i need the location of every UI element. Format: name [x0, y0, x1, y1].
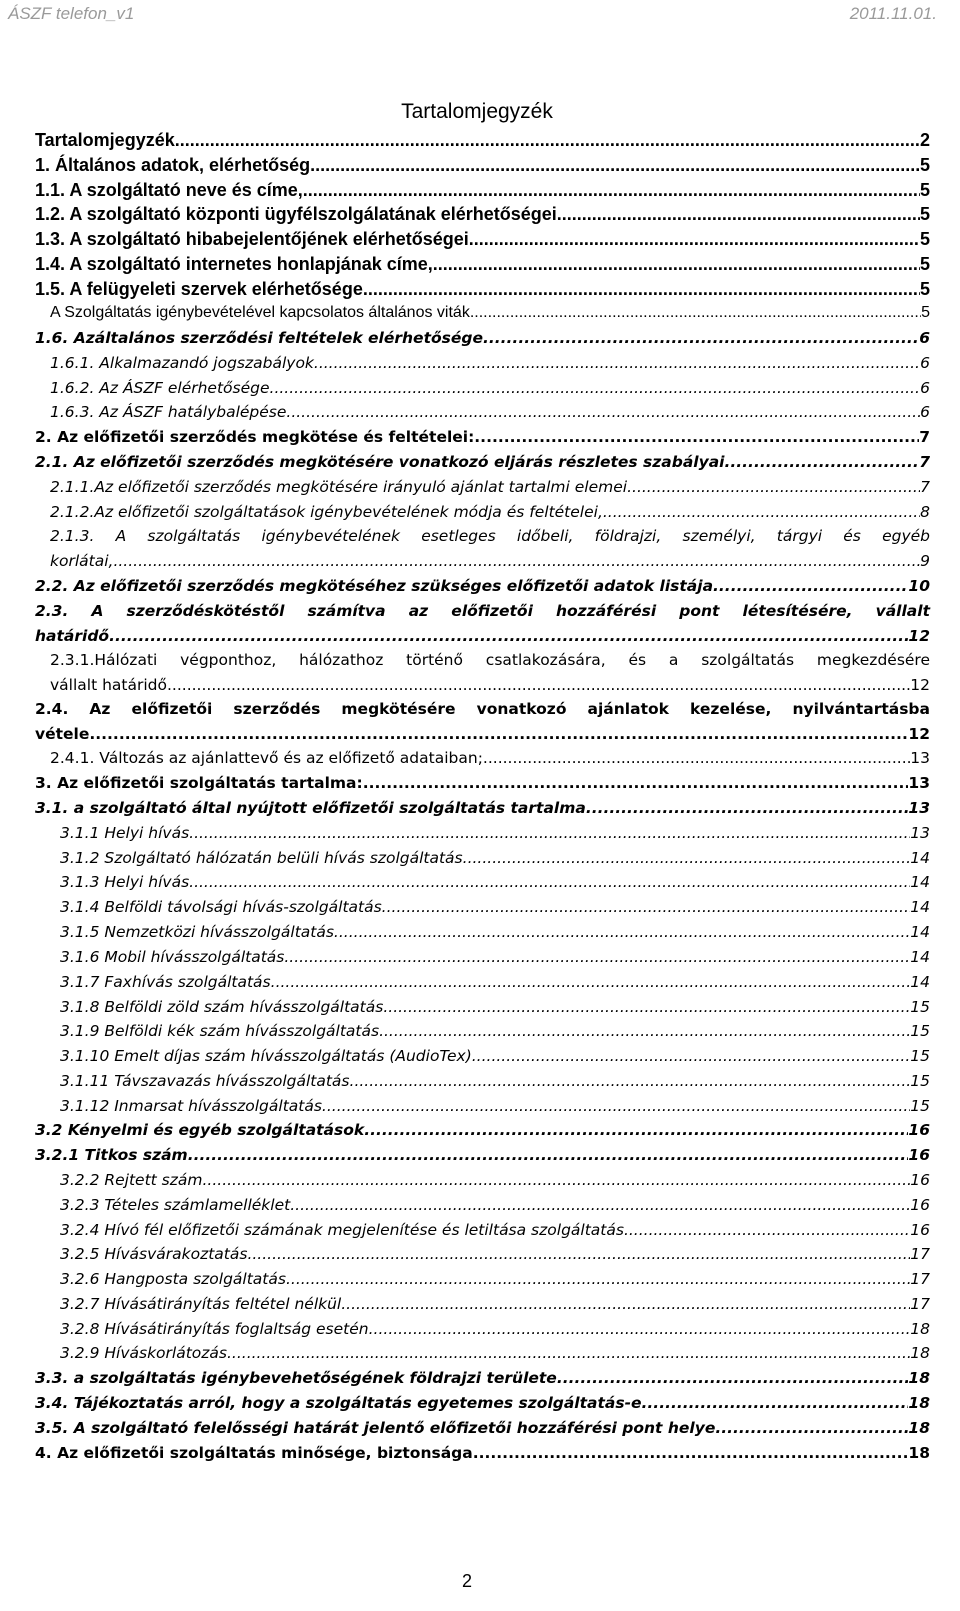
toc-entry-title: 3.1.12 Inmarsat hívásszolgáltatás.	[60, 1097, 327, 1115]
dot-leader	[295, 1193, 910, 1218]
toc-entry[interactable]	[35, 574, 930, 599]
dot-leader	[247, 1242, 910, 1267]
toc-entry[interactable]	[35, 1416, 930, 1441]
toc-entry-title: 3.2.8 Hívásátirányítás foglaltság esetén	[60, 1320, 369, 1338]
toc-entry-page: 5	[919, 254, 930, 274]
toc-entry[interactable]	[35, 1441, 930, 1466]
toc-entry-title: 3.1. a szolgáltató által nyújtott előfizetői szolgáltatás tartalma	[35, 799, 586, 817]
toc-entry-page: 15	[910, 998, 930, 1016]
dot-leader	[354, 1069, 910, 1094]
toc-entry[interactable]	[35, 153, 930, 178]
dot-leader	[291, 1267, 910, 1292]
toc-entry[interactable]	[35, 128, 930, 153]
dot-leader	[624, 1218, 910, 1243]
toc-entry-title: 3. Az előfizetői szolgáltatás tartalma:	[35, 774, 363, 792]
toc-entry-title: 3.1.7 Faxhívás szolgáltatás.	[60, 973, 276, 991]
dot-leader	[364, 1118, 908, 1143]
toc-entry-page: 6	[919, 329, 930, 347]
toc-entry[interactable]	[35, 1391, 930, 1416]
toc-entry[interactable]	[35, 400, 930, 425]
toc-entry-title: 3.2.6 Hangposta szolgáltatás.	[60, 1270, 291, 1288]
toc-entry[interactable]	[35, 796, 930, 821]
toc-entry-page: 14	[910, 948, 930, 966]
toc-entry-title: határidő	[35, 626, 110, 645]
dot-leader	[483, 326, 919, 351]
dot-leader	[327, 1094, 910, 1119]
toc-entry-page: 15	[910, 1047, 930, 1065]
toc-entry[interactable]	[35, 1044, 930, 1069]
toc-entry-title: vállalt határidő	[50, 675, 167, 694]
dot-leader	[557, 1366, 909, 1391]
toc-entry[interactable]	[35, 376, 930, 401]
toc-entry[interactable]	[35, 1118, 930, 1143]
toc-entry[interactable]	[35, 1341, 930, 1366]
toc-entry[interactable]	[35, 1218, 930, 1243]
dot-leader	[387, 895, 911, 920]
toc-entry[interactable]	[35, 500, 930, 525]
toc-entry-page: 16	[910, 1196, 930, 1214]
dot-leader	[202, 1168, 910, 1193]
toc-entry[interactable]	[35, 277, 930, 302]
dot-leader	[341, 1292, 910, 1317]
toc-entry-title: 3.2.5 Hívásvárakoztatás	[60, 1245, 248, 1263]
toc-entry-page: 12	[910, 675, 930, 694]
toc-entry-page: 13	[908, 799, 930, 817]
toc-entry-page: 14	[910, 923, 930, 941]
toc-entry-page: 5	[919, 204, 930, 224]
dot-leader	[725, 450, 920, 475]
toc-entry-title: vétele	[35, 724, 90, 743]
toc-entry-page: 5	[921, 304, 930, 321]
toc-entry[interactable]	[35, 1292, 930, 1317]
toc-entry-title: 2.1.1.Az előfizetői szerződés megkötésére irányuló ajánlat tartalmi elemei	[50, 478, 628, 496]
toc-entry-title: 2.1.2.Az előfizetői szolgáltatások igénybevételének módja és feltételei,	[50, 503, 603, 521]
toc-entry-page: 12	[908, 626, 930, 645]
dot-leader	[89, 722, 908, 747]
dot-leader	[383, 995, 910, 1020]
toc-entry-title: 3.1.10 Emelt díjas szám hívásszolgáltatás (AudioTex)	[60, 1047, 472, 1065]
toc-entry-text-line1: 2.1.3. A szolgáltatás igénybevételének esetleges időbeli, földrajzi, személyi, tárgyi és egyéb	[50, 527, 930, 545]
toc-entry-title: 3.2 Kényelmi és egyéb szolgáltatások	[35, 1121, 365, 1139]
toc-entry-title: 3.1.9 Belföldi kék szám hívásszolgáltatás	[60, 1022, 380, 1040]
dot-leader	[303, 178, 920, 203]
toc-entry-page: 13	[910, 749, 930, 767]
dot-leader	[310, 153, 920, 178]
dot-leader	[713, 574, 908, 599]
dot-leader	[276, 970, 911, 995]
toc-entry[interactable]	[35, 771, 930, 796]
toc-entry[interactable]	[35, 1242, 930, 1267]
dot-leader	[167, 673, 910, 698]
toc-entry-title: 3.4. Tájékoztatás arról, hogy a szolgáltatás egyetemes szolgáltatás-e.	[35, 1394, 648, 1412]
toc-entry-page: 7	[919, 428, 930, 446]
toc-entry-page: 6	[920, 354, 930, 372]
dot-leader	[113, 549, 920, 574]
toc-entry-page: 14	[910, 973, 930, 991]
toc-entry-page: 15	[910, 1072, 930, 1090]
toc-entry-title: 2.1. Az előfizetői szerződés megkötésére vonatkozó eljárás részletes szabályai	[35, 453, 725, 471]
dot-leader	[603, 500, 920, 525]
dot-leader	[194, 821, 910, 846]
toc-entry-title: 2.4.1. Változás az ajánlattevő és az előfizető adataiban;	[50, 749, 483, 767]
toc-entry-page: 17	[910, 1295, 930, 1313]
toc-entry-page: 6	[920, 379, 930, 397]
dot-leader	[369, 1317, 911, 1342]
toc-entry[interactable]	[35, 1267, 930, 1292]
dot-leader	[339, 920, 910, 945]
toc-entry[interactable]	[35, 1168, 930, 1193]
toc-entry[interactable]	[35, 450, 930, 475]
toc-entry-page: 14	[910, 849, 930, 867]
toc-entry-page: 5	[919, 180, 930, 200]
toc-entry[interactable]	[35, 351, 930, 376]
toc-entry-page: 6	[920, 403, 930, 421]
toc-entry-page: 12	[908, 724, 930, 743]
dot-leader	[314, 351, 920, 376]
toc-entry-title: 1.1. A szolgáltató neve és címe,	[35, 180, 303, 200]
dot-leader	[286, 400, 920, 425]
header-date: 2011.11.01.	[849, 4, 937, 23]
toc-entry-page: 5	[919, 229, 930, 249]
toc-entry-page: 14	[910, 873, 930, 891]
toc-entry-title: 1.6.1. Alkalmazandó jogszabályok	[50, 354, 314, 372]
toc-entry[interactable]	[35, 1143, 930, 1168]
toc-entry-title: 3.1.8 Belföldi zöld szám hívásszolgáltatás	[60, 998, 384, 1016]
toc-entry-title: 3.1.11 Távszavazás hívásszolgáltatás.	[60, 1072, 355, 1090]
toc-entry-page: 18	[908, 1369, 930, 1387]
dot-leader	[194, 870, 910, 895]
toc-entry-title: 3.1.4 Belföldi távolsági hívás-szolgáltatás.	[60, 898, 387, 916]
page-number: 2	[461, 1571, 472, 1591]
toc-entry-title: 1.2. A szolgáltató központi ügyfélszolgálatának elérhetőségei	[35, 204, 557, 224]
dot-leader	[468, 846, 911, 871]
toc-entry[interactable]	[35, 920, 930, 945]
toc-entry-title: korlátai,	[50, 551, 114, 570]
toc-entry[interactable]	[35, 1019, 930, 1044]
toc-entry-page: 18	[910, 1344, 930, 1362]
dot-leader	[647, 1391, 908, 1416]
toc-entry-text-line1: 2.3. A szerződéskötéstől számítva az előfizetői hozzáférési pont létesítésére, vállalt	[35, 602, 930, 620]
dot-leader	[433, 252, 920, 277]
dot-leader	[474, 425, 919, 450]
toc-entry[interactable]	[35, 697, 930, 747]
toc-entry[interactable]	[35, 970, 930, 995]
toc-entry[interactable]	[35, 1069, 930, 1094]
dot-leader	[232, 1341, 910, 1366]
toc-entry[interactable]	[35, 648, 930, 698]
toc-entry[interactable]	[35, 227, 930, 252]
toc-entry-page: 16	[908, 1146, 930, 1164]
toc-entry-page: 13	[910, 824, 930, 842]
toc-entry-title: 3.2.3 Tételes számlamelléklet.	[60, 1196, 296, 1214]
toc-entry-title: 3.5. A szolgáltató felelősségi határát jelentő előfizetői hozzáférési pont helye	[35, 1419, 716, 1437]
toc-entry[interactable]	[35, 846, 930, 871]
toc-entry-page: 15	[910, 1022, 930, 1040]
toc-entry-title: 3.2.7 Hívásátirányítás feltétel nélkül	[60, 1295, 342, 1313]
dot-leader	[109, 624, 908, 649]
toc-entry-page: 16	[908, 1121, 930, 1139]
toc-entry-title: 4. Az előfizetői szolgáltatás minősége, biztonsága	[35, 1444, 473, 1462]
dot-leader	[284, 945, 910, 970]
toc-entry-page: 16	[910, 1221, 930, 1239]
toc-entry-page: 5	[919, 279, 930, 299]
dot-leader	[363, 771, 909, 796]
toc-entry[interactable]	[35, 425, 930, 450]
toc-entry-title: 1.5. A felügyeleti szervek elérhetősége	[35, 279, 363, 299]
dot-leader	[363, 277, 920, 302]
toc-entry[interactable]	[35, 252, 930, 277]
toc-entry[interactable]	[35, 746, 930, 771]
dot-leader	[557, 202, 920, 227]
toc-entry[interactable]	[35, 995, 930, 1020]
toc-entry-title: 1. Általános adatok, elérhetőség	[35, 155, 311, 175]
toc-entry-page: 15	[910, 1097, 930, 1115]
toc-entry[interactable]	[35, 945, 930, 970]
toc-entry-title: 3.3. a szolgáltatás igénybevehetőségének földrajzi területe	[35, 1369, 557, 1387]
dot-leader	[586, 796, 909, 821]
toc-entry[interactable]	[35, 202, 930, 227]
toc-entry-page: 17	[910, 1270, 930, 1288]
toc-entry[interactable]	[35, 895, 930, 920]
toc-entry-title: 3.1.2 Szolgáltató hálózatán belüli hívás szolgáltatás.	[60, 849, 468, 867]
dot-leader	[473, 1441, 909, 1466]
toc-entry-text-line1: 2.3.1.Hálózati végponthoz, hálózathoz történő csatlakozására, és a szolgáltatás megkezdésére	[50, 651, 930, 669]
toc-entry[interactable]	[35, 599, 930, 649]
toc-entry-page: 14	[910, 898, 930, 916]
toc-entry-title: 3.1.5 Nemzetközi hívásszolgáltatás.	[60, 923, 339, 941]
toc-entry-page: 18	[908, 1444, 930, 1462]
toc-entry-title: 2.2. Az előfizetői szerződés megkötéséhez szükséges előfizetői adatok listája	[35, 577, 714, 595]
toc-entry-title: 3.2.4 Hívó fél előfizetői számának megjelenítése és letiltása szolgáltatás	[60, 1221, 624, 1239]
toc-entry[interactable]	[35, 178, 930, 203]
header-left-text: ÁSZF telefon_v1	[8, 4, 135, 23]
toc-entry[interactable]	[35, 1094, 930, 1119]
dot-leader	[470, 301, 921, 326]
dot-leader	[469, 227, 920, 252]
toc-entry[interactable]	[35, 1193, 930, 1218]
toc-entry[interactable]	[35, 326, 930, 351]
toc-entry-title: 3.1.3 Helyi hívás.	[60, 873, 195, 891]
toc-entry-page: 7	[919, 453, 930, 471]
dot-leader	[175, 128, 920, 153]
toc-entry-title: A Szolgáltatás igénybevételével kapcsolatos általános viták	[50, 304, 470, 321]
toc-entry-page: 18	[910, 1320, 930, 1338]
toc-entry[interactable]	[35, 475, 930, 500]
toc-entry-title: 1.6.2. Az ÁSZF elérhetősége	[50, 379, 270, 397]
toc-entry-page: 17	[910, 1245, 930, 1263]
toc-heading: Tartalomjegyzék	[401, 100, 553, 123]
toc-entry-page: 8	[920, 503, 930, 521]
toc-entry-title: 3.1.6 Mobil hívásszolgáltatás	[60, 948, 285, 966]
toc-entry-page: 5	[919, 155, 930, 175]
toc-entry-title: 1.3. A szolgáltató hibabejelentőjének elérhetőségei	[35, 229, 469, 249]
toc-entry-page: 9	[920, 551, 930, 570]
dot-leader	[188, 1143, 909, 1168]
toc-entry[interactable]	[35, 1366, 930, 1391]
toc-entry-title: 3.2.1 Titkos szám	[35, 1146, 188, 1164]
dot-leader	[483, 746, 910, 771]
toc-entry-title: 1.6.3. Az ÁSZF hatálybalépése	[50, 403, 287, 421]
toc-entry-title: 3.1.1 Helyi hívás.	[60, 824, 195, 842]
toc-entry-page: 2	[919, 130, 930, 150]
dot-leader	[627, 475, 920, 500]
toc-entry-title: 2. Az előfizetői szerződés megkötése és feltételei:	[35, 428, 475, 446]
toc-entry-title: 3.2.2 Rejtett szám	[60, 1171, 203, 1189]
toc-entry[interactable]	[35, 870, 930, 895]
toc-entry-title: 1.4. A szolgáltató internetes honlapjának címe,	[35, 254, 433, 274]
toc-entry-title: Tartalomjegyzék	[35, 130, 175, 150]
toc-entry[interactable]	[35, 524, 930, 574]
toc-entry-page: 10	[908, 577, 930, 595]
toc-entry-page: 18	[908, 1394, 930, 1412]
toc-entry-page: 13	[908, 774, 930, 792]
toc-entry[interactable]	[35, 821, 930, 846]
toc-entry[interactable]	[35, 1317, 930, 1342]
dot-leader	[472, 1044, 911, 1069]
toc-entry-title: 1.6. Azáltalános szerződési feltételek elérhetősége	[35, 329, 483, 347]
toc-entry-page: 16	[910, 1171, 930, 1189]
toc-entry-text-line1: 2.4. Az előfizetői szerződés megkötésére vonatkozó ajánlatok kezelése, nyilvántartásba	[35, 700, 930, 718]
toc-entry-page: 18	[908, 1419, 930, 1437]
dot-leader	[715, 1416, 908, 1441]
toc-entry-title: 3.2.9 Híváskorlátozás.	[60, 1344, 232, 1362]
toc-entry-page: 7	[920, 478, 930, 496]
dot-leader	[270, 376, 921, 401]
dot-leader	[379, 1019, 910, 1044]
toc-entry[interactable]	[35, 301, 930, 326]
